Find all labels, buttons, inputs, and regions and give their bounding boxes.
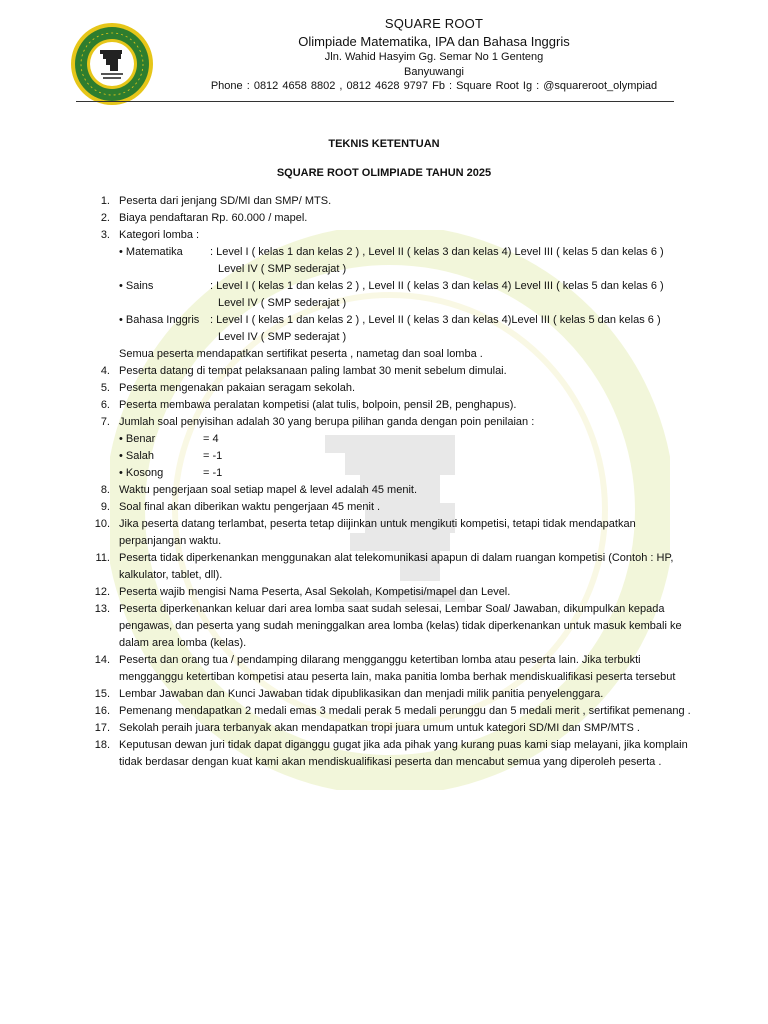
score-label: • Kosong bbox=[119, 467, 164, 479]
list-text: Peserta tidak diperkenankan menggunakan alat telekomunikasi apapun di dalam ruangan kompetisi (Contoh : HP, kalkulator, tablet, dll). bbox=[119, 552, 674, 581]
list-item bbox=[88, 737, 698, 771]
score-item bbox=[88, 448, 698, 465]
category-levels: : Level I ( kelas 1 dan kelas 2 ) , Level II ( kelas 3 dan kelas 4)Level III ( kelas 5 dan kelas 6 ) bbox=[210, 314, 661, 326]
score-item bbox=[88, 431, 698, 448]
list-item bbox=[88, 516, 698, 550]
score-label: • Benar bbox=[119, 433, 156, 445]
category-level-iv: Level IV ( SMP sederajat ) bbox=[218, 297, 347, 309]
list-item bbox=[88, 380, 698, 397]
list-number: 9. bbox=[100, 501, 110, 513]
list-item bbox=[88, 601, 698, 652]
list-text: Peserta membawa peralatan kompetisi (alat tulis, bolpoin, pensil 2B, penghapus). bbox=[119, 399, 517, 411]
list-number: 14. bbox=[94, 654, 110, 666]
category-level-iv: Level IV ( SMP sederajat ) bbox=[218, 263, 347, 275]
category-item bbox=[88, 312, 698, 346]
category-item bbox=[88, 278, 698, 312]
list-number: 18. bbox=[94, 739, 110, 751]
list-number: 13. bbox=[94, 603, 110, 615]
list-number: 11. bbox=[95, 552, 110, 564]
header-address: Jln. Wahid Hasyim Gg. Semar No 1 Genteng bbox=[324, 51, 544, 63]
list-number: 7. bbox=[100, 416, 110, 428]
list-number: 8. bbox=[100, 484, 110, 496]
list-item bbox=[88, 550, 698, 584]
list-number: 15. bbox=[94, 688, 110, 700]
certificate-note: Semua peserta mendapatkan sertifikat peserta , nametag dan soal lomba . bbox=[119, 348, 483, 360]
list-text: Sekolah peraih juara terbanyak akan mendapatkan tropi juara umum untuk kategori SD/MI dan SMP/MTS . bbox=[119, 722, 640, 734]
list-item bbox=[88, 584, 698, 601]
list-item bbox=[88, 703, 698, 720]
header-contact: Phone : 0812 4658 8802 , 0812 4628 9797 Fb : Square Root Ig : @squareroot_olympiad bbox=[210, 80, 658, 92]
list-text: Biaya pendaftaran Rp. 60.000 / mapel. bbox=[119, 212, 308, 224]
list-number: 10. bbox=[94, 518, 110, 530]
list-text: Kategori lomba : bbox=[119, 229, 200, 241]
list-number: 5. bbox=[100, 382, 110, 394]
category-item bbox=[88, 244, 698, 278]
list-number: 6. bbox=[100, 399, 110, 411]
list-item bbox=[88, 193, 698, 210]
list-number: 12. bbox=[94, 586, 110, 598]
list-item bbox=[88, 499, 698, 516]
category-label: • Sains bbox=[119, 280, 154, 292]
list-number: 1. bbox=[100, 195, 110, 207]
list-text: Peserta mengenakan pakaian seragam sekolah. bbox=[119, 382, 356, 394]
list-text: Peserta datang di tempat pelaksanaan paling lambat 30 menit sebelum dimulai. bbox=[119, 365, 507, 377]
list-item bbox=[88, 363, 698, 380]
list-number: 4. bbox=[100, 365, 110, 377]
list-number: 2. bbox=[100, 212, 110, 224]
category-level-iv: Level IV ( SMP sederajat ) bbox=[218, 331, 347, 343]
rules-list bbox=[88, 193, 698, 771]
list-number: 17. bbox=[94, 722, 110, 734]
list-item bbox=[88, 210, 698, 227]
list-text: Lembar Jawaban dan Kunci Jawaban tidak dipublikasikan dan menjadi milik panitia penyelenggara. bbox=[119, 688, 604, 700]
header-city: Banyuwangi bbox=[404, 66, 464, 78]
list-item bbox=[88, 652, 698, 686]
category-label: • Bahasa Inggris bbox=[119, 314, 200, 326]
score-value: = -1 bbox=[203, 450, 223, 462]
list-text: Keputusan dewan juri tidak dapat diganggu gugat jika ada pihak yang kurang puas kami siap melayani, jika komplain tidak berdasar dengan kuat kami akan mendiskualifikasi peserta dan mencabut semua yang diperoleh peserta . bbox=[119, 739, 688, 768]
list-item bbox=[88, 482, 698, 499]
list-text: Peserta dari jenjang SD/MI dan SMP/ MTS. bbox=[119, 195, 332, 207]
list-text: Waktu pengerjaan soal setiap mapel & level adalah 45 menit. bbox=[119, 484, 417, 496]
list-item bbox=[88, 720, 698, 737]
list-text: Pemenang mendapatkan 2 medali emas 3 medali perak 5 medali perunggu dan 5 medali merit , sertifikat pemenang . bbox=[119, 705, 691, 717]
list-item bbox=[88, 227, 698, 244]
category-label: • Matematika bbox=[119, 246, 183, 258]
document-heading: TEKNIS KETENTUAN bbox=[328, 138, 440, 150]
header-subtitle: Olimpiade Matematika, IPA dan Bahasa Inggris bbox=[298, 34, 570, 49]
score-value: = -1 bbox=[203, 467, 223, 479]
category-levels: : Level I ( kelas 1 dan kelas 2 ) , Level II ( kelas 3 dan kelas 4) Level III ( kelas 5 dan kelas 6 ) bbox=[210, 280, 664, 292]
list-text: Peserta dan orang tua / pendamping dilarang mengganggu ketertiban lomba atau peserta lain. Jika terbukti mengganggu ketertiban kompetisi atau peserta lain, maka panitia lomba berhak mendiskualifikasi peserta tersebut bbox=[119, 654, 676, 683]
header-divider bbox=[76, 101, 674, 102]
score-label: • Salah bbox=[119, 450, 155, 462]
document-subheading: SQUARE ROOT OLIMPIADE TAHUN 2025 bbox=[276, 167, 492, 179]
list-text: Jika peserta datang terlambat, peserta tetap diijinkan untuk mengikuti kompetisi, tetapi tidak mendapatkan perpanjangan waktu. bbox=[119, 518, 636, 547]
score-value: = 4 bbox=[203, 433, 219, 445]
list-text: Peserta wajib mengisi Nama Peserta, Asal Sekolah, Kompetisi/mapel dan Level. bbox=[119, 586, 511, 598]
list-text: Peserta diperkenankan keluar dari area lomba saat sudah selesai, Lembar Soal/ Jawaban, dikumpulkan kepada pengawas, dan peserta yang sudah meninggalkan area lomba (kelas) tidak diperkenankan untuk masuk kembali ke dalam area lomba (kelas). bbox=[119, 603, 682, 649]
header-title: SQUARE ROOT bbox=[384, 16, 484, 31]
list-item bbox=[88, 686, 698, 703]
category-levels: : Level I ( kelas 1 dan kelas 2 ) , Level II ( kelas 3 dan kelas 4) Level III ( kelas 5 dan kelas 6 ) bbox=[210, 246, 664, 258]
score-item bbox=[88, 465, 698, 482]
list-number: 16. bbox=[94, 705, 110, 717]
list-number: 3. bbox=[100, 229, 110, 241]
list-item bbox=[88, 414, 698, 431]
list-text: Jumlah soal penyisihan adalah 30 yang berupa pilihan ganda dengan poin penilaian : bbox=[119, 416, 535, 428]
list-item bbox=[88, 397, 698, 414]
list-text: Soal final akan diberikan waktu pengerjaan 45 menit . bbox=[119, 501, 381, 513]
